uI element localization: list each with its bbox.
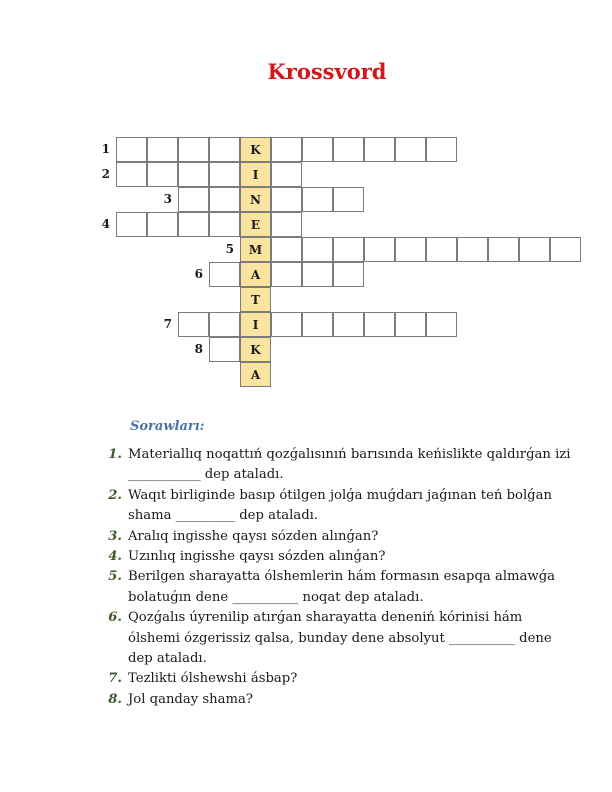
question-item	[100, 547, 578, 567]
question-item	[100, 527, 578, 547]
crossword-cell[interactable]	[271, 312, 302, 337]
crossword-cell[interactable]	[395, 312, 426, 337]
key-letter-cell: E	[240, 212, 271, 237]
crossword-cell[interactable]	[178, 312, 209, 337]
question-text: Uzınlıq ingisshe qaysı sózden alınǵan?	[128, 549, 386, 565]
question-number: 2.	[108, 487, 122, 503]
key-letter-cell: N	[240, 187, 271, 212]
crossword-cell[interactable]	[364, 237, 395, 262]
crossword-cell[interactable]	[209, 312, 240, 337]
crossword-cell[interactable]	[302, 137, 333, 162]
crossword-cell[interactable]	[488, 237, 519, 262]
crossword-cell[interactable]	[178, 187, 209, 212]
question-item	[100, 486, 578, 527]
crossword-cell[interactable]	[364, 312, 395, 337]
question-number: 5.	[108, 569, 122, 585]
question-text: Waqıt birliginde basıp ótilgen jolǵa muǵdarı jaǵınan teń bolǵan shama _________ dep ataladı.	[128, 487, 552, 524]
question-item	[100, 445, 578, 486]
crossword-cell[interactable]	[550, 237, 581, 262]
key-letter-cell: K	[240, 137, 271, 162]
question-number: 4.	[108, 549, 122, 565]
crossword-cell[interactable]	[426, 312, 457, 337]
crossword-cell[interactable]	[271, 137, 302, 162]
crossword-cell[interactable]	[302, 237, 333, 262]
question-text: Tezlikti ólshewshi ásbap?	[128, 671, 298, 687]
question-number: 8.	[108, 691, 122, 707]
crossword-cell[interactable]	[395, 137, 426, 162]
question-text: Berilgen sharayatta ólshemlerin hám formasın esapqa almawǵa bolatuǵın dene __________ noqat dep ataladı.	[128, 569, 556, 605]
crossword-cell[interactable]	[333, 187, 364, 212]
questions-heading: Sorawları:	[130, 419, 205, 434]
crossword-cell[interactable]	[178, 212, 209, 237]
key-letter-cell: M	[240, 237, 271, 262]
question-number: 6.	[108, 610, 122, 626]
clue-number: 7	[163, 317, 172, 331]
crossword-cell[interactable]	[271, 262, 302, 287]
page-title: Krossvord	[267, 59, 387, 84]
crossword-cell[interactable]	[209, 137, 240, 162]
crossword-cell[interactable]	[147, 212, 178, 237]
question-item	[100, 669, 578, 689]
key-letter-cell: T	[240, 287, 271, 312]
question-text: Qozǵalıs úyrenilip atırǵan sharayatta deneniń kórinisi hám ólshemi ózgerissiz qalsa, bunday dene absolyut __________ dene dep ataladı.	[128, 610, 552, 667]
crossword-cell[interactable]	[426, 237, 457, 262]
key-letter-cell: I	[240, 312, 271, 337]
key-letter-cell: A	[240, 362, 271, 387]
crossword-cell[interactable]	[519, 237, 550, 262]
clue-number: 1	[101, 142, 110, 156]
crossword-cell[interactable]	[457, 237, 488, 262]
crossword-cell[interactable]	[209, 262, 240, 287]
crossword-cell[interactable]	[209, 187, 240, 212]
crossword-cell[interactable]	[364, 137, 395, 162]
question-item	[100, 567, 578, 608]
crossword-cell[interactable]	[147, 137, 178, 162]
clue-number: 5	[225, 242, 234, 256]
crossword-cell[interactable]	[302, 312, 333, 337]
crossword-cell[interactable]	[302, 262, 333, 287]
crossword-cell[interactable]	[302, 187, 333, 212]
crossword-cell[interactable]	[116, 137, 147, 162]
question-item	[100, 690, 578, 710]
clue-number: 2	[101, 167, 110, 181]
crossword-cell[interactable]	[333, 237, 364, 262]
question-text: Materiallıq noqattıń qozǵalısınıń barısında keńislikte qaldırǵan izi ___________ dep ataladı.	[128, 447, 571, 483]
crossword-cell[interactable]	[178, 162, 209, 187]
crossword-cell[interactable]	[209, 162, 240, 187]
question-text: Jol qanday shama?	[128, 691, 253, 707]
key-letter-cell: A	[240, 262, 271, 287]
crossword-cell[interactable]	[333, 262, 364, 287]
clue-number: 3	[163, 192, 172, 206]
crossword-cell[interactable]	[209, 212, 240, 237]
crossword-cell[interactable]	[209, 337, 240, 362]
crossword-cell[interactable]	[147, 162, 178, 187]
key-letter-cell: K	[240, 337, 271, 362]
clue-number: 8	[194, 342, 203, 356]
question-number: 1.	[108, 447, 122, 462]
crossword-cell[interactable]	[116, 162, 147, 187]
crossword-cell[interactable]	[271, 237, 302, 262]
crossword-cell[interactable]	[271, 162, 302, 187]
crossword-cell[interactable]	[271, 212, 302, 237]
question-number: 7.	[108, 671, 122, 687]
questions-list	[100, 445, 578, 710]
crossword-cell[interactable]	[333, 312, 364, 337]
crossword-cell[interactable]	[395, 237, 426, 262]
question-number: 3.	[108, 528, 122, 544]
question-text: Aralıq ingisshe qaysı sózden alınǵan?	[128, 528, 379, 544]
crossword-cell[interactable]	[178, 137, 209, 162]
clue-number: 4	[101, 217, 110, 231]
crossword-cell[interactable]	[426, 137, 457, 162]
key-letter-cell: I	[240, 162, 271, 187]
crossword-cell[interactable]	[116, 212, 147, 237]
clue-number: 6	[194, 267, 203, 281]
crossword-cell[interactable]	[333, 137, 364, 162]
question-item	[100, 608, 578, 669]
crossword-cell[interactable]	[271, 187, 302, 212]
